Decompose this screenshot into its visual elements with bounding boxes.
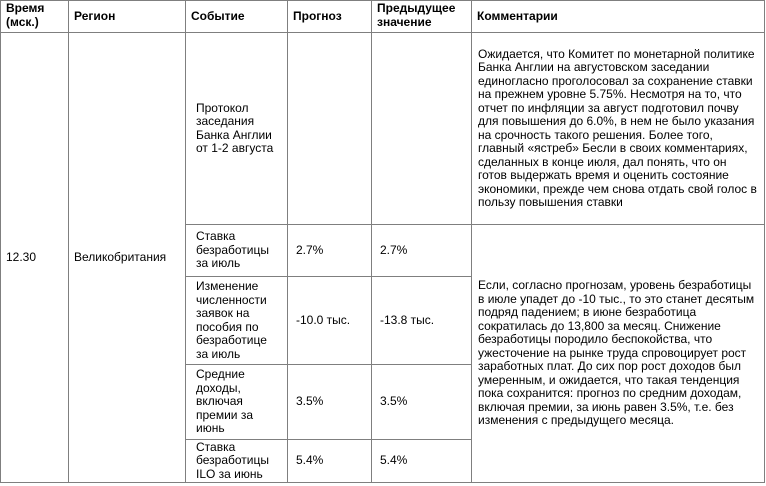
header-region: Регион: [69, 1, 186, 33]
header-row: [1, 1, 765, 33]
forecast-cell: -10.0 тыс.: [288, 277, 372, 365]
time-cell: 12.30: [1, 33, 69, 483]
header-event: Событие: [186, 1, 288, 33]
event-cell: Протокол заседания Банка Англии от 1-2 августа: [186, 33, 288, 225]
header-previous: Предыдущее значение: [372, 1, 472, 33]
previous-cell: -13.8 тыс.: [372, 277, 472, 365]
event-cell: Изменение численности заявок на пособия по безработице за июль: [186, 277, 288, 365]
table-row: [1, 33, 765, 225]
region-cell: Великобритания: [69, 33, 186, 483]
header-comments: Комментарии: [472, 1, 765, 33]
previous-cell: 3.5%: [372, 365, 472, 440]
event-cell: Средние доходы, включая премии за июнь: [186, 365, 288, 440]
comment-cell-group: Если, согласно прогнозам, уровень безработицы в июле упадет до -10 тыс., то это станет десятым подряд падением; в июне безработица сократилась до 13,800 за месяц. Снижение безработицы породило беспокойства, что ужесточение на рынке труда спровоцирует рост заработных плат. До сих пор рост доходов был умеренным, и ожидается, что такая тенденция пока сохранится: прогноз по средним доходам, включая премии, за июнь равен 3.5%, т.е. без изменения с предыдущего месяца.: [472, 225, 765, 483]
forecast-cell: 3.5%: [288, 365, 372, 440]
event-cell: Ставка безработицы за июль: [186, 225, 288, 277]
previous-cell: 5.4%: [372, 440, 472, 483]
forecast-cell: [288, 33, 372, 225]
header-time: Время (мск.): [1, 1, 69, 33]
forecast-cell: 5.4%: [288, 440, 372, 483]
comment-cell: Ожидается, что Комитет по монетарной политике Банка Англии на августовском заседании единогласно проголосовал за сохранение ставки на прежнем уровне 5.75%. Несмотря на то, что отчет по инфляции за август подготовил почву для повышения до 6.0%, в нем не было указания на срочность такого решения. Более того, главный «ястреб» Бесли в своих комментариях, сделанных в конце июля, дал понять, что он готов выдержать время и оценить состояние экономики, прежде чем снова отдать свой голос в пользу повышения ставки: [472, 33, 765, 225]
event-cell: Ставка безработицы ILO за июнь: [186, 440, 288, 483]
forecast-cell: 2.7%: [288, 225, 372, 277]
previous-cell: [372, 33, 472, 225]
header-forecast: Прогноз: [288, 1, 372, 33]
previous-cell: 2.7%: [372, 225, 472, 277]
